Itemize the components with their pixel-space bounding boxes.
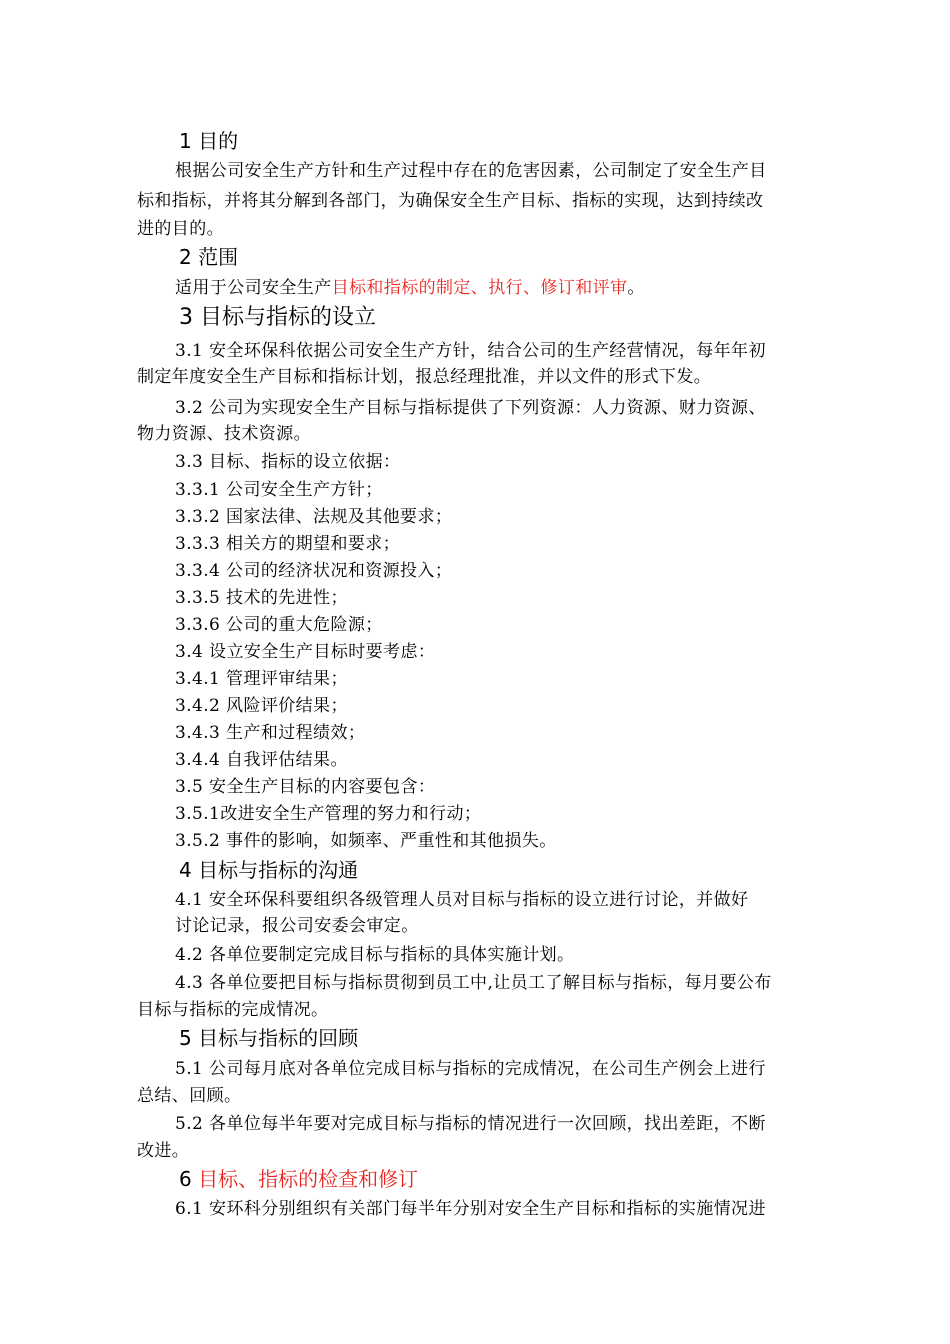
section-4-heading: 4 目标与指标的沟通 <box>179 858 359 882</box>
item-line: 3.3 目标、指标的设立依据： <box>175 452 401 472</box>
item-line: 3.5.2 事件的影响，如频率、严重性和其他损失。 <box>175 831 557 851</box>
item-line: 3.4.4 自我评估结果。 <box>175 750 348 770</box>
item-line: 3.4.3 生产和过程绩效； <box>175 723 366 743</box>
item-line: 5.1 公司每月底对各单位完成目标与指标的完成情况，在公司生产例会上进行 <box>175 1059 766 1079</box>
item-line: 5.2 各单位每半年要对完成目标与指标的情况进行一次回顾，找出差距，不断 <box>175 1114 766 1134</box>
section-3-heading: 3 目标与指标的设立 <box>179 305 376 330</box>
item-line: 物力资源、技术资源。 <box>137 424 311 444</box>
section-5-heading: 5 目标与指标的回顾 <box>179 1026 359 1050</box>
item-line: 3.3.2 国家法律、法规及其他要求； <box>175 507 453 527</box>
scope-paragraph <box>175 277 645 299</box>
item-line: 4.2 各单位要制定完成目标与指标的具体实施计划。 <box>175 945 575 965</box>
item-line: 3.1 安全环保科依据公司安全生产方针，结合公司的生产经营情况，每年年初 <box>175 341 766 361</box>
item-line: 3.3.3 相关方的期望和要求； <box>175 534 401 554</box>
item-line: 3.2 公司为实现安全生产目标与指标提供了下列资源：人力资源、财力资源、 <box>175 398 766 418</box>
item-line: 改进。 <box>137 1141 190 1161</box>
section-1-heading: 1 目的 <box>179 129 239 153</box>
section-6-title: 目标、指标的检查和修订 <box>198 1167 419 1191</box>
scope-highlight: 目标和指标的制定、执行、修订和评审 <box>331 278 628 298</box>
section-6-number: 6 <box>179 1167 199 1191</box>
item-line: 讨论记录，报公司安委会审定。 <box>175 916 419 936</box>
scope-text-end: 。 <box>627 278 645 298</box>
paragraph-line: 进的目的。 <box>137 219 224 239</box>
section-2-heading: 2 范围 <box>179 245 239 269</box>
item-line: 3.3.5 技术的先进性； <box>175 588 348 608</box>
item-line: 3.3.4 公司的经济状况和资源投入； <box>175 561 453 581</box>
item-line: 制定年度安全生产目标和指标计划，报总经理批准，并以文件的形式下发。 <box>137 367 712 387</box>
item-line: 总结、回顾。 <box>137 1086 242 1106</box>
item-line: 3.5.1改进安全生产管理的努力和行动； <box>175 804 482 824</box>
section-6-heading <box>179 1166 418 1192</box>
item-line: 6.1 安环科分别组织有关部门每半年分别对安全生产目标和指标的实施情况进 <box>175 1199 766 1219</box>
paragraph-line: 标和指标，并将其分解到各部门，为确保安全生产目标、指标的实现，达到持续改 <box>137 191 764 211</box>
item-line: 3.3.1 公司安全生产方针； <box>175 480 383 500</box>
scope-text: 适用于公司安全生产 <box>175 278 332 298</box>
item-line: 目标与指标的完成情况。 <box>137 1000 329 1020</box>
paragraph-line: 根据公司安全生产方针和生产过程中存在的危害因素，公司制定了安全生产目 <box>175 161 767 181</box>
item-line: 4.3 各单位要把目标与指标贯彻到员工中,让员工了解目标与指标，每月要公布 <box>175 973 772 993</box>
item-line: 3.4.2 风险评价结果； <box>175 696 348 716</box>
item-line: 3.3.6 公司的重大危险源； <box>175 615 383 635</box>
item-line: 3.5 安全生产目标的内容要包含： <box>175 777 436 797</box>
item-line: 3.4.1 管理评审结果； <box>175 669 348 689</box>
item-line: 3.4 设立安全生产目标时要考虑： <box>175 642 436 662</box>
item-line: 4.1 安全环保科要组织各级管理人员对目标与指标的设立进行讨论，并做好 <box>175 890 749 910</box>
